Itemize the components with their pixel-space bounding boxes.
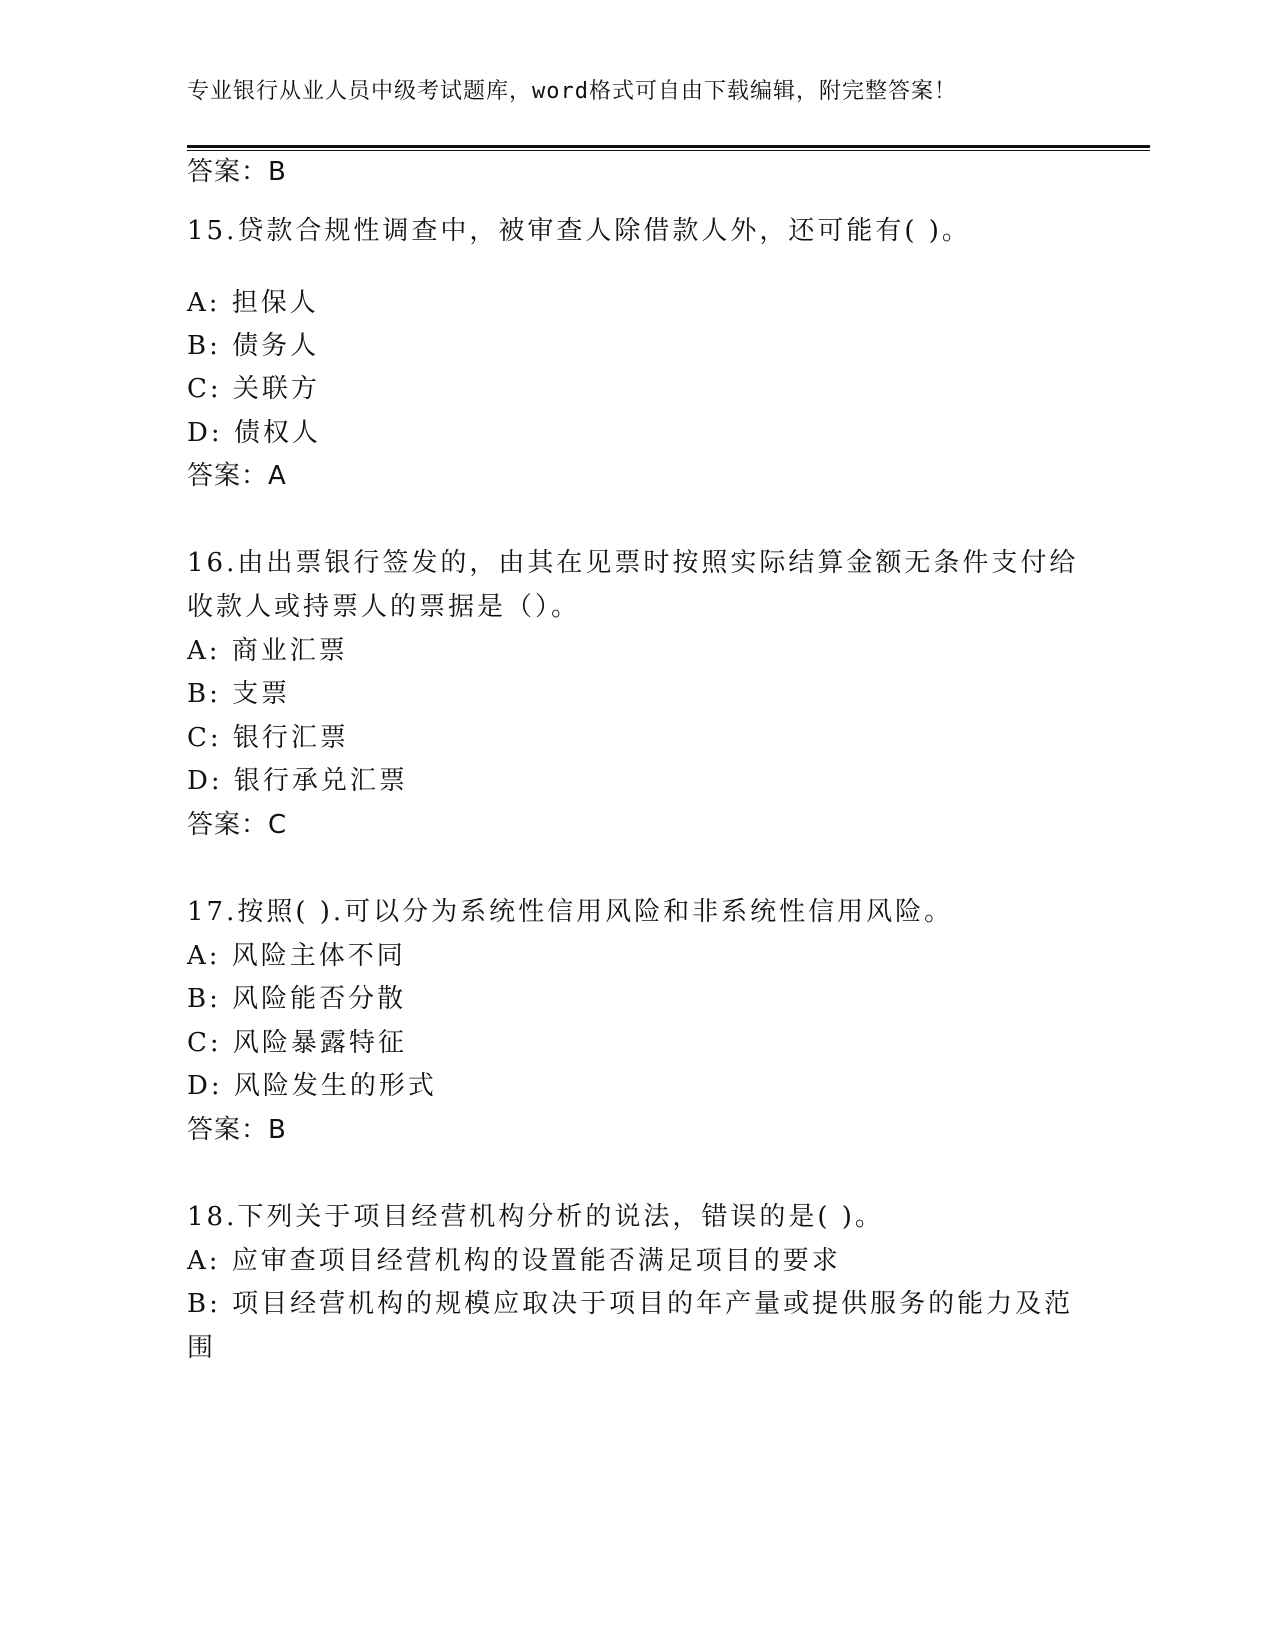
option-b: B: 支票: [187, 679, 291, 709]
header-rule-thin: [187, 150, 1150, 151]
option-a: A: 担保人: [187, 288, 319, 318]
question-stem: 16.由出票银行签发的，由其在见票时按照实际结算金额无条件支付给: [187, 548, 1079, 578]
option-d: D: 银行承兑汇票: [187, 766, 408, 796]
option-a: A: 商业汇票: [187, 636, 348, 666]
option-a: A: 风险主体不同: [187, 941, 406, 971]
answer-line: 答案：A: [187, 461, 287, 491]
option-d: D: 风险发生的形式: [187, 1071, 437, 1101]
header-rule-thick: [187, 145, 1150, 148]
question-stem: 18.下列关于项目经营机构分析的说法，错误的是( )。: [187, 1202, 884, 1232]
answer-line: 答案：C: [187, 810, 288, 840]
option-b: B: 项目经营机构的规模应取决于项目的年产量或提供服务的能力及范: [187, 1289, 1074, 1319]
option-b-continued: 围: [187, 1333, 217, 1363]
question-stem-continued: 收款人或持票人的票据是（）。: [187, 592, 581, 622]
option-c: C: 风险暴露特征: [187, 1028, 407, 1058]
answer-line: 答案：B: [187, 157, 287, 187]
option-c: C: 银行汇票: [187, 723, 349, 753]
option-d: D: 债权人: [187, 418, 321, 448]
option-c: C: 关联方: [187, 374, 320, 404]
question-stem: 17.按照( ).可以分为系统性信用风险和非系统性信用风险。: [187, 897, 954, 927]
option-b: B: 风险能否分散: [187, 984, 407, 1014]
question-stem: 15.贷款合规性调查中，被审查人除借款人外，还可能有( )。: [187, 216, 971, 246]
answer-line: 答案：B: [187, 1115, 287, 1145]
option-b: B: 债务人: [187, 331, 320, 361]
page-header: 专业银行从业人员中级考试题库，word格式可自由下载编辑，附完整答案！: [187, 79, 957, 104]
option-a: A: 应审查项目经营机构的设置能否满足项目的要求: [187, 1246, 841, 1276]
